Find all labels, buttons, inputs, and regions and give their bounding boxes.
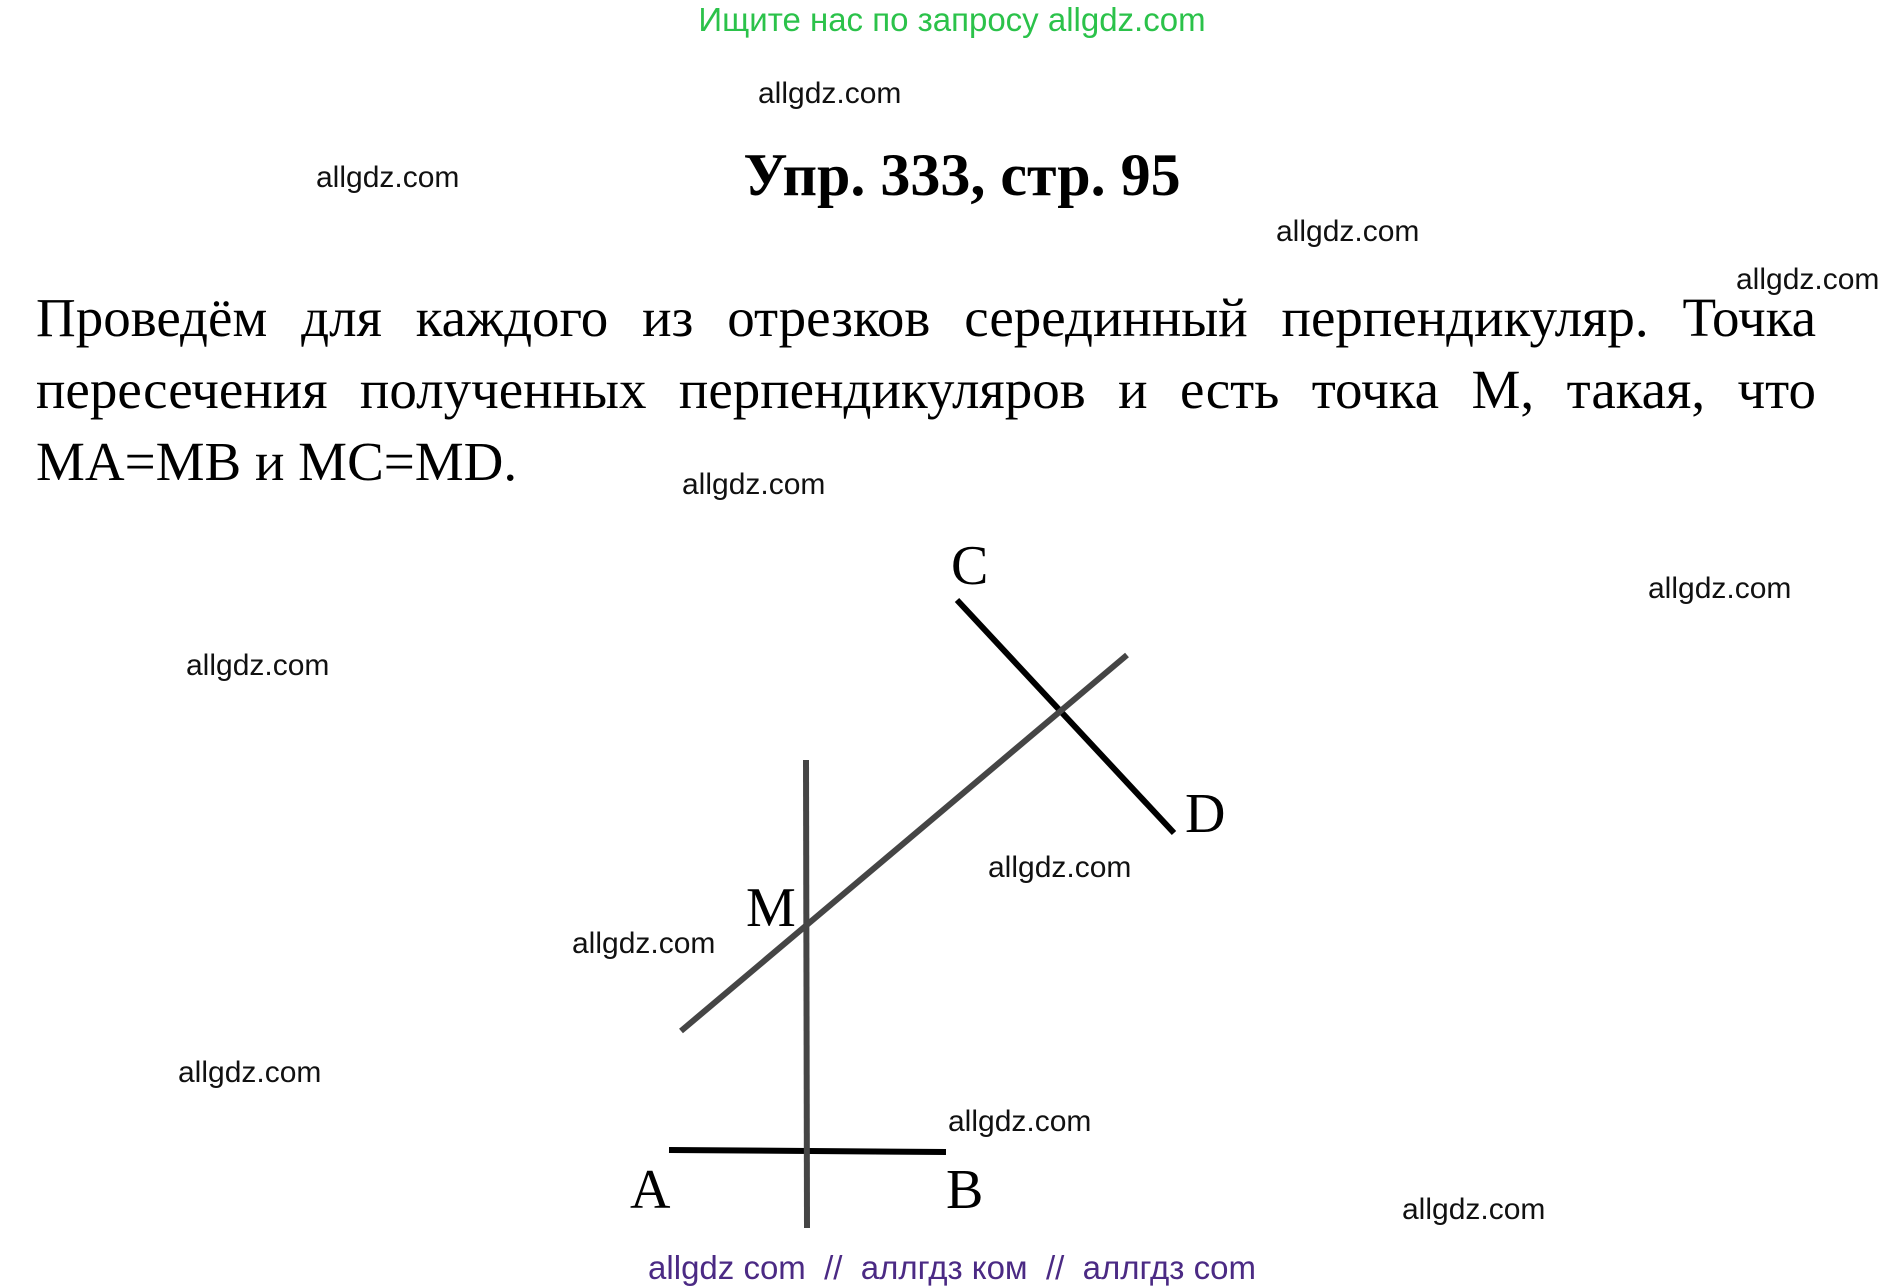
point-label-a: A [630, 1159, 671, 1221]
watermark: allgdz.com [1736, 263, 1880, 296]
watermark: allgdz.com [1402, 1193, 1546, 1226]
watermark: allgdz.com [682, 468, 826, 501]
point-label-b: B [946, 1159, 984, 1221]
search-banner: Ищите нас по запросу allgdz.com [698, 1, 1206, 38]
watermark: allgdz.com [1648, 572, 1792, 605]
solution-line: MA=MB и MC=MD. [36, 431, 518, 492]
segment-cd [957, 600, 1174, 833]
exercise-title: Упр. 333, стр. 95 [743, 142, 1181, 208]
point-label-d: D [1185, 783, 1226, 845]
watermark: allgdz.com [572, 927, 716, 960]
watermark: allgdz.com [948, 1105, 1092, 1138]
perpendicular-bisector-cd [681, 655, 1127, 1031]
watermark: allgdz.com [758, 77, 902, 110]
solution-line: пересечения полученных перпендикуляров и есть точка M, такая, что [36, 359, 1816, 420]
watermark: allgdz.com [178, 1056, 322, 1089]
watermark: allgdz.com [1276, 215, 1420, 248]
footer-watermark: allgdz com // аллгдз ком // аллгдз com [648, 1249, 1256, 1286]
perpendicular-bisector-ab [806, 760, 807, 1228]
watermark: allgdz.com [316, 161, 460, 194]
watermark: allgdz.com [186, 649, 330, 682]
point-label-m: M [746, 877, 796, 939]
solution-line: Проведём для каждого из отрезков серединный перпендикуляр. Точка [36, 287, 1816, 348]
watermark: allgdz.com [988, 851, 1132, 884]
point-label-c: C [951, 535, 989, 597]
